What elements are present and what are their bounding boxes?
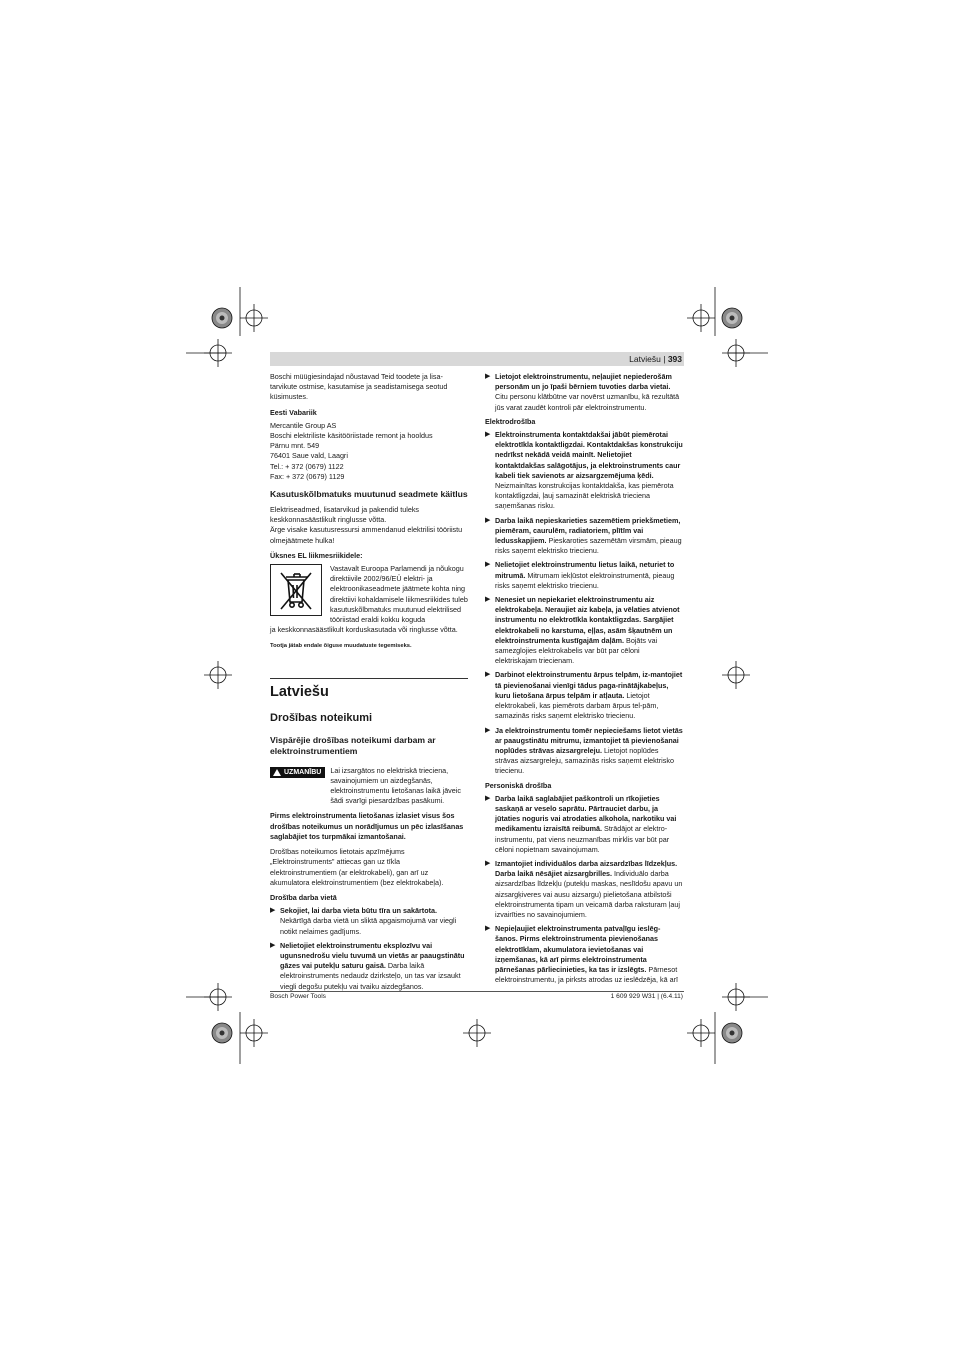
item-bold-text: Darba laikā saglabājiet paškontroli un rīkojieties saskaņā ar veselo saprātu. Pārtrauciet darbu, ja jūtaties noguris vai atrodaties alkohola, narkotiku vai medikamentu izraisītā reibumā. bbox=[495, 793, 677, 834]
item-text: Bojāts vai samezglojies elektrokabelis var būt par cēloni elektriskajam triecienam. bbox=[495, 635, 658, 666]
language-title: Latviešu bbox=[270, 683, 329, 700]
list-item bbox=[270, 941, 468, 992]
color-target-top-right bbox=[722, 308, 742, 328]
right-column bbox=[485, 372, 683, 989]
item-bold-text: Nelietojiet elektroinstrumentu eksplozīvu vai ugunsnedrošu vielu tuvumā un vietās ar paaugstinātu gāzes vai putekļu saturu gaisā. bbox=[280, 940, 465, 971]
bullet-arrow-icon: ▶ bbox=[485, 516, 491, 524]
country-label: Eesti Vabariik bbox=[270, 407, 317, 417]
list-item bbox=[485, 430, 683, 512]
header-bar bbox=[270, 352, 684, 366]
crop-marks-top bbox=[186, 287, 768, 353]
bullet-arrow-icon: ▶ bbox=[485, 596, 491, 604]
item-text: Citu personu klātbūtne var novērst uzmanību, kā rezultātā jūs varat zaudēt kontroli pār elektroinstrumentu. bbox=[495, 392, 680, 412]
left-column bbox=[270, 372, 468, 996]
page-number: 393 bbox=[667, 354, 682, 364]
service-address bbox=[270, 421, 468, 482]
list-item bbox=[485, 595, 683, 666]
item-text: Individuālo darba aizsardzības līdzekļu (putekļu maskas, neslīdošu apavu un aizsargķiveres vai ausu aizsargu) pielietošana atbilstoši elektroinstrumenta tipam un veicamā darba raksturam ļauj izvairīties no savainojumiem. bbox=[495, 869, 683, 919]
item-text: Lietojot elektrokabeli, kas piemērots darbam ārpus tel-pām, samazinās risks saņemt elektrisko triecienu. bbox=[495, 690, 659, 721]
rights-note: Tootja jätab endale õiguse muudatuste tegemiseks. bbox=[270, 643, 412, 650]
bullet-arrow-icon: ▶ bbox=[485, 859, 491, 867]
warning-badge bbox=[270, 767, 325, 778]
personal-label: Personiskā drošība bbox=[485, 780, 552, 790]
warning-label: UZMANĪBU bbox=[284, 768, 322, 776]
section-divider bbox=[270, 678, 468, 679]
page-header bbox=[629, 353, 682, 365]
item-text: Pieskaroties sazemētām virsmām, pieaug risks saņemt elektrisko triecienu. bbox=[495, 536, 682, 556]
list-item bbox=[485, 372, 683, 413]
list-item bbox=[485, 670, 683, 721]
general-safety-title: Vispārējie drošības noteikumi darbam ar elektroinstrumentiem bbox=[270, 734, 436, 756]
item-bold-text: Nenesiet un nepiekariet elektroinstrumentu aiz elektrokabeļa. Neraujiet aiz kabeļa, ja vēlaties atvienot instrumentu no elektrotīkla kontaktligzdas. Sargājiet elektrokabeli no karstuma, eļļas, asām šķautnēm un elektroinstrumenta kustīgajām daļām. bbox=[495, 595, 680, 645]
crossed-out-wheelie-bin-icon bbox=[270, 564, 322, 616]
color-target-bottom-left bbox=[212, 1023, 232, 1043]
bullet-arrow-icon: ▶ bbox=[485, 794, 491, 802]
item-text: Mitrumam iekļūstot elektroinstrumentā, pieaug risks saņemt elektrisko triecienu. bbox=[495, 570, 675, 590]
item-text: Lietojot noplūdes strāvas aizsargreleju, samazinās risks saņemt elektrisko triecienu. bbox=[495, 745, 674, 776]
eu-label: Üksnes EL liikmesriikidele: bbox=[270, 550, 363, 560]
address-line: 76401 Saue vald, Laagri bbox=[270, 451, 348, 461]
bullet-arrow-icon: ▶ bbox=[270, 907, 276, 915]
bullet-arrow-icon: ▶ bbox=[485, 925, 491, 933]
item-bold-text: Darbinot elektroinstrumentu ārpus telpām, iz-mantojiet tā pievienošanai vienīgi tādus paga-rinātājkabeļus, kuru lietošana ārpus telpām ir atļauta. bbox=[495, 670, 683, 700]
list-item bbox=[485, 560, 683, 591]
item-bold-text: Ja elektroinstrumentu tomēr nepieciešams lietot vietās ar paaugstinātu mitrumu, izmantojiet tā pievienošanai noplūdes strāvas aizsargreleju. bbox=[495, 725, 683, 755]
disposal-heading: Kasutuskõlbmatuks muutunud seadmete käitlus bbox=[270, 489, 468, 500]
item-text: Nekārtīgā darba vietā un sliktā apgaismojumā var viegli notikt nelaimes gadījums. bbox=[280, 916, 457, 936]
bullet-arrow-icon: ▶ bbox=[485, 671, 491, 679]
bullet-arrow-icon: ▶ bbox=[485, 373, 491, 380]
crosshair-mid-right bbox=[722, 661, 750, 689]
item-bold-text: Nelietojiet elektroinstrumentu lietus laikā, neturiet to mitrumā. bbox=[495, 560, 675, 580]
footer-doc-number: 1 609 929 W31 | (6.4.11) bbox=[610, 993, 683, 1000]
color-target-top-left bbox=[212, 308, 232, 328]
list-item bbox=[485, 794, 683, 855]
weee-block bbox=[270, 564, 468, 625]
eu-directive-text: Vastavalt Euroopa Parlamendi ja nõukogu direktiivile 2002/96/EÜ elektri- ja elektroonikaseadmete jäätmete kohta ning direktiivi kohaldamisele liikmesriikides tuleb kasutuskõlbmatuks muutunud elektrilised tööriistad eraldi kokku koguda bbox=[330, 564, 468, 625]
item-text: Neizmainītas konstrukcijas kontaktdakša, kas piemērota kontaktligzdai, ļauj samazināt elektriskā trieciena saņemšanas risku. bbox=[495, 481, 674, 511]
electrical-label: Elektrodrošība bbox=[485, 416, 536, 426]
disposal-text-2: Ärge visake kasutusressursi ammendanud elektrilisi tööriistu olmejäätmete hulka! bbox=[270, 525, 463, 545]
item-text: Darba laikā elektroinstruments nedaudz dzirksteļo, un tas var izsaukt viegli degošu putekļu vai tvaiku aizdegšanos. bbox=[280, 961, 461, 991]
list-item bbox=[485, 859, 683, 920]
item-bold-text: Nepieļaujiet elektroinstrumenta patvaļīgu ieslēg-šanos. Pirms elektroinstrumenta pievienošanas elektrotīklam, akumulatora ievietošanas vai izņemšanas, kā arī pirms elektroinstrumenta pārnešanas pārliecinieties, ka tas ir izslēgts. bbox=[495, 924, 661, 974]
eu-directive-text-end: ja keskkonnasäästlikult korduskasutada või ringlusse võtta. bbox=[270, 625, 458, 635]
warning-block bbox=[270, 766, 468, 807]
header-separator: | bbox=[663, 354, 666, 364]
item-bold-text: Sekojiet, lai darba vieta būtu tīra un sakārtota. bbox=[280, 906, 437, 916]
warning-text: Lai izsargātos no elektriskā trieciena, savainojumiem un aizdegšanās, elektroinstrumentu lietošanas laikā jāveic šādi svarīgi piesardzības pasākumi. bbox=[330, 765, 461, 806]
safety-title: Drošības noteikumi bbox=[270, 711, 373, 724]
warning-triangle-icon bbox=[273, 769, 281, 776]
item-text: Pārnesot elektroinstrumentu, ja pirksts atrodas uz ieslēdzēja, kā arī bbox=[495, 964, 678, 985]
footer-brand: Bosch Power Tools bbox=[270, 993, 326, 1000]
definition-text: Drošības noteikumos lietotais apzīmējums „Elektroinstruments" attiecas gan uz tīkla elektroinstrumentiem (ar elektrokabeli), gan arī uz akumulatora elektroinstrumentiem (bez elektrokabeļa). bbox=[270, 847, 444, 887]
address-line: Mercantile Group AS bbox=[270, 420, 337, 430]
list-item bbox=[485, 516, 683, 557]
header-language: Latviešu bbox=[629, 354, 661, 364]
item-bold-text: Darba laikā nepieskarieties sazemētiem priekšmetiem, piemēram, caurulēm, radiatoriem, plītīm vai ledusskapjiem. bbox=[495, 515, 681, 546]
workplace-label: Drošība darba vietā bbox=[270, 892, 337, 902]
color-target-bottom-right bbox=[722, 1023, 742, 1043]
bullet-arrow-icon: ▶ bbox=[485, 561, 491, 569]
list-item bbox=[485, 924, 683, 985]
crosshair-mid-left bbox=[204, 661, 232, 689]
item-text: Strādājot ar elektro-instrumentu, pat viens neuzmanības mirklis var būt par cēloni nopietnam savainojumam. bbox=[495, 824, 670, 854]
bullet-arrow-icon: ▶ bbox=[485, 726, 491, 734]
item-bold-text: Elektroinstrumenta kontaktdakšai jābūt piemērotai elektrotīkla kontaktligzdai. Kontaktdakšas konstrukciju nedrīkst nekādā veidā mainīt. Nelietojiet kontaktdakšas salāgotājus, ja elektroinstruments caur kabeli tiek savienots ar aizsargzemējuma ķēdi. bbox=[495, 430, 683, 480]
read-instructions: Pirms elektroinstrumenta lietošanas izlasiet visus šos drošības noteikumus un norādījumus un pēc izlasīšanas saglabājiet tos turpmākai izmantošanai. bbox=[270, 811, 464, 841]
item-bold-text: Lietojot elektroinstrumentu, neļaujiet nepiederošām personām un jo īpaši bērniem tuvoties darba vietai. bbox=[495, 372, 672, 392]
item-bold-text: Izmantojiet individuālos darba aizsardzības līdzekļus. Darba laikā nēsājiet aizsargbrilles. bbox=[495, 858, 678, 879]
disposal-text-1: Elektriseadmed, lisatarvikud ja pakendid tuleks keskkonnasäästlikult ringlusse võtta. bbox=[270, 505, 420, 525]
bullet-arrow-icon: ▶ bbox=[270, 941, 276, 949]
bullet-arrow-icon: ▶ bbox=[485, 431, 491, 439]
crosshair-bottom-center bbox=[463, 1019, 491, 1047]
list-item bbox=[485, 726, 683, 777]
address-line: Pärnu mnt. 549 bbox=[270, 441, 320, 451]
address-line: Tel.: + 372 (0679) 1122 bbox=[270, 461, 344, 471]
service-intro: Boschi müügiesindajad nõustavad Teid toodete ja lisa-tarvikute ostmise, kasutamise ja seadistamisega seotud küsimustes. bbox=[270, 372, 448, 402]
list-item bbox=[270, 906, 468, 937]
address-line: Fax: + 372 (0679) 1129 bbox=[270, 471, 345, 481]
address-line: Boschi elektriliste käsitööriistade remont ja hooldus bbox=[270, 431, 433, 441]
